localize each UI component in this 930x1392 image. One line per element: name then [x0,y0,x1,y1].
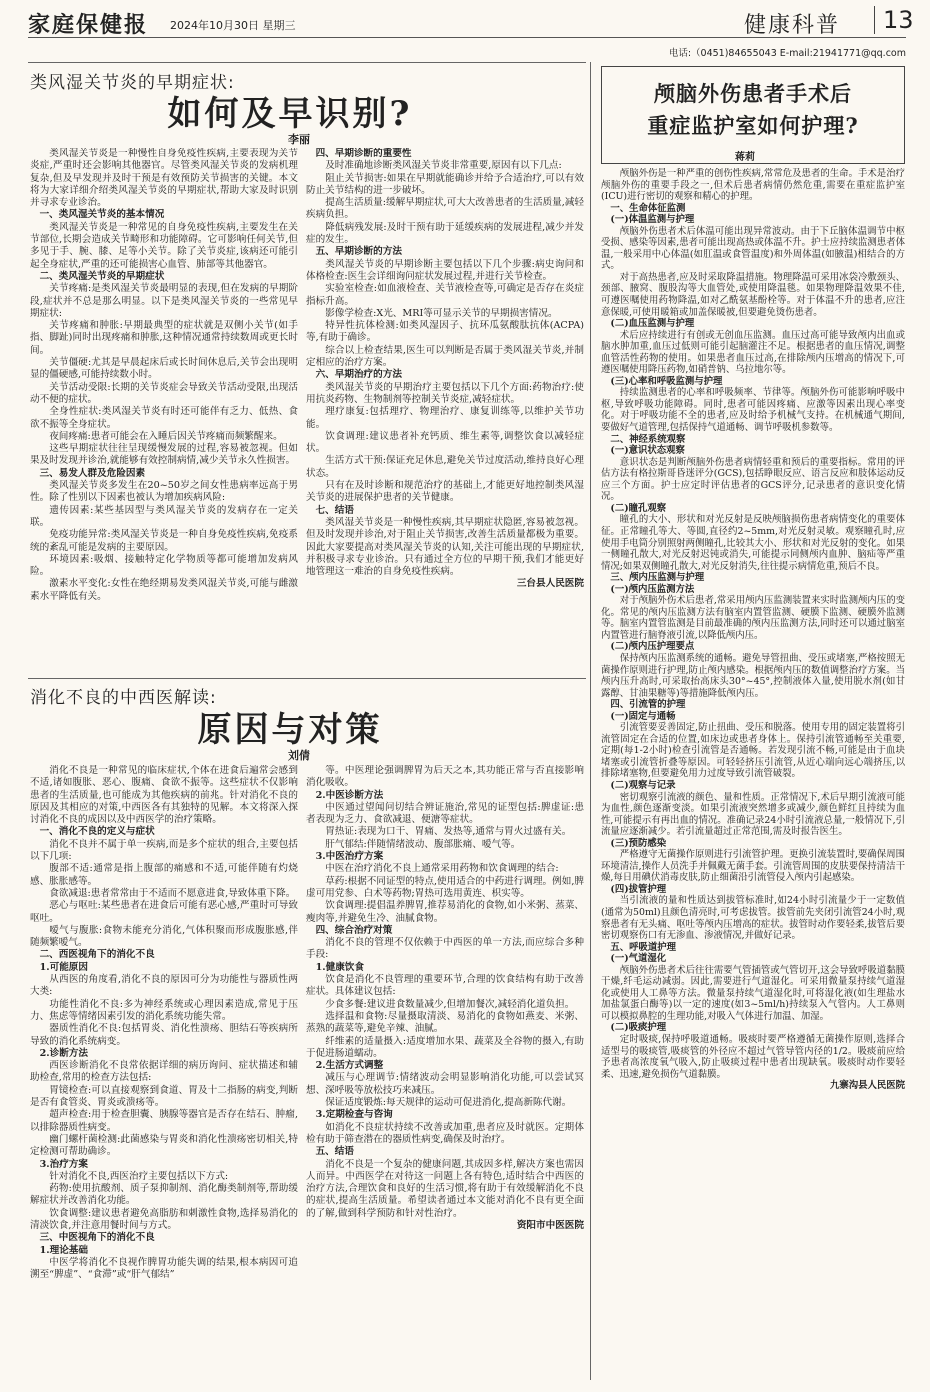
author-affiliation: 九寨沟县人民医院 [829,1080,905,1092]
section-name: 健康科普 [744,13,841,38]
paragraph: 类风湿关节炎是一种慢性疾病,其早期症状隐匿,容易被忽视。但及时发现并诊治,对于阻止关节损害,改善生活质量都极为重要。因此大家要提高对类风湿关节炎的认知,关注可能出现的早期症状,并积极寻求专业诊治。只有通过全方位的早期干预,我们才能更好地管理这一难治的自身免疫性疾病。 [306,516,584,578]
paragraph: 保持颅内压监测系统的通畅。避免导管扭曲、受压或堵塞,严格按照无菌操作原则进行护理,防止颅内感染。根据颅内压的数值调整治疗方案。当颅内压升高时,可采取抬高床头30°~45°,控制液体入量,使用脱水剂(如甘露醇、甘油果糖等)等措施降低颅内压。 [601,652,905,699]
section-heading: 六、早期治疗的方法 [315,369,402,381]
section-heading: 四、早期诊断的重要性 [315,148,412,159]
article2-column-right [306,765,584,1383]
section-heading: 三、颅内压监测与护理 [610,572,705,584]
paragraph: 全身性症状:类风湿关节炎有时还可能伴有乏力、低热、食欲不振等全身症状。 [30,406,298,430]
masthead: 家庭保健报 [28,12,149,38]
paragraph: 幽门螺杆菌检测:此菌感染与胃炎和消化性溃疡密切相关,特定检测可帮助确诊。 [30,1133,298,1158]
paragraph: 引流管要妥善固定,防止扭曲、受压和脱落。使用专用的固定装置将引流管固定在合适的位置,如床边或患者身体上。保持引流管通畅至关重要,定期(每1-2小时)检查引流管是否通畅。若发现引流不畅,可能是由于血块堵塞或引流管折叠等原因。可轻轻挤压引流管,从近心端向远心端挤压,以排除堵塞物,但要避免用力过度导致引流管破裂。 [601,722,905,780]
paragraph: 胃镜检查:可以直接观察到食道、胃及十二指肠的病变,判断是否有食管炎、胃炎或溃疡等。 [30,1084,298,1109]
paragraph: 环境因素:吸烟、接触特定化学物质等都可能增加发病风险。 [30,553,298,578]
paragraph: 颅脑外伤患者术后体温可能出现异常波动。由于下丘脑体温调节中枢受损、感染等因素,患者可能出现高热或体温不升。护士应持续监测患者体温,一般采用中心体温(如肛温或食管温度)和外周体温(如腋温)相结合的方式。 [601,225,905,272]
article3-body [601,168,905,1383]
paragraph: 激素水平变化:女性在绝经期易发类风湿关节炎,可能与雌激素水平降低有关。 [30,578,298,602]
subsection-heading: 1.可能原因 [39,961,88,973]
subsection-heading: 3.中医治疗方案 [315,851,384,863]
subsection-heading: (二)瞳孔观察 [610,502,667,514]
section-heading: 一、类风湿关节炎的基本情况 [39,209,165,221]
section-heading: 二、神经系统观察 [610,433,686,445]
paragraph: 针对消化不良,西医治疗主要包括以下方式: [49,1170,229,1182]
paragraph: 饮食调整:建议患者避免高脂肪和刺激性食物,选择易消化的清淡饮食,并注意用餐时间与方式。 [30,1207,298,1231]
subsection-heading: (一)体温监测与护理 [610,214,695,226]
paragraph: 从西医的角度看,消化不良的原因可分为功能性与器质性两大类: [30,974,298,998]
section-heading: 四、综合治疗对策 [315,924,393,936]
subsection-heading: 3.定期检查与咨询 [315,1109,393,1121]
paragraph: 消化不良是一个复杂的健康问题,其成因多样,解决方案也需因人而异。中西医学在对待这一问题上各有特色,适时结合中西医的治疗方法,合理饮食和良好的生活习惯,将有助于有效缓解消化不良的症状,提高生活质量。希望读者通过本文能对消化不良有更全面的了解,做到科学预防和针对性治疗。 [306,1158,584,1219]
paragraph: 类风湿关节炎是一种慢性自身免疫性疾病,主要表现为关节炎症,严重时还会影响其他器官。尽管类风湿关节炎的发病机理复杂,但及早发现并及时干预是有效预防关节损害的关键。本文将为大家详细介绍类风湿关节炎的早期症状,帮助大家及时识别并寻求专业诊治。 [30,148,298,209]
subsection-heading: (二)吸痰护理 [610,1022,667,1034]
paragraph: 阻止关节损害:如果在早期就能确诊并给予合适治疗,可以有效防止关节结构的进一步破坏。 [306,172,584,196]
article2-kicker: 消化不良的中西医解读: [30,688,217,708]
paragraph: 颅脑外伤是一种严重的创伤性疾病,常常危及患者的生命。手术是治疗颅脑外伤的重要手段之一,但术后患者病情仍然危重,需要在重症监护室(ICU)进行密切的观察和精心的护理。 [601,168,905,203]
article3-author: 蒋莉 [735,152,755,163]
paragraph: 对于颅脑外伤术后患者,常采用颅内压监测装置来实时监测颅内压的变化。常见的颅内压监测方法有脑室内置管监测、硬膜下监测、硬膜外监测等。脑室内置管监测是目前最准确的颅内压监测方法,同时还可以通过脑室内置管进行脑脊液引流,以降低颅内压。 [601,595,905,641]
paragraph: 消化不良的管理不仅依赖于中西医的单一方法,而应综合多种手段: [306,937,584,961]
weekday-text: 星期三 [262,19,296,32]
paragraph: 西医诊断消化不良常依据详细的病历询问、症状描述和辅助检查,常用的检查方法包括: [30,1060,298,1084]
article3-title [601,78,905,142]
article1-author: 李丽 [288,133,310,146]
paragraph: 这些早期症状往往呈现缓慢发展的过程,容易被忽视。但如果及时发现并诊治,就能够有效控制病情,减少关节永久性损害。 [30,443,298,467]
paragraph: 颅脑外伤患者术后往往需要气管插管或气管切开,这会导致呼吸道黏膜干燥,纤毛运动减弱。因此,需要进行气道湿化。可采用微量泵持续气道湿化或使用人工鼻等方法。微量泵持续气道湿化时,可将湿化液(如生理盐水加盐氯蛋白酶等)以一定的速度(如3~5ml/h)持续泵入气管内。人工鼻则可以模拟鼻腔的生理功能,对吸入气体进行加温、加湿。 [601,964,905,1022]
section-heading: 二、类风湿关节炎的早期症状 [39,270,165,282]
paragraph: 严格遵守无菌操作原则进行引流管护理。更换引流装置时,要确保周围环境清洁,操作人员洗手并佩戴无菌手套。引流管周围的皮肤要保持清洁干燥,每日用碘伏消毒皮肤,防止细菌沿引流管侵入颅内引起感染。 [601,849,905,884]
paragraph: 消化不良是一种常见的临床症状,个体在进食后遍常会感到不适,诸如腹胀、恶心、腹痛、食欲不振等。这些症状不仅影响患者的生活质量,也可能成为其他疾病的前兆。针对消化不良的原因及其相应的对策,中西医各有其独特的见解。本文将深入探讨消化不良的成因以及中西医学的治疗策略。 [30,765,298,826]
paragraph: 类风湿关节炎的早期治疗主要包括以下几个方面:药物治疗:使用抗炎药物、生物制剂等控制关节炎症,减轻症状。 [306,381,584,405]
date-text: 2024年10月30日 [170,19,259,32]
page-number: 13 [874,6,914,34]
section-heading: 四、引流管的护理 [610,699,686,711]
subsection-heading: (二)观察与记录 [610,779,676,791]
paragraph: 关节僵硬:尤其是早晨起床后或长时间休息后,关节会出现明显的僵硬感,可能持续数小时。 [30,357,298,381]
page-header [28,6,914,38]
section-heading: 二、西医视角下的消化不良 [39,949,155,961]
column-divider [590,62,591,1380]
paragraph: 腹部不适:通常是指上腹部的痛感和不适,可能伴随有灼烧感、胀胀感等。 [30,863,298,887]
rule-top-left [28,62,586,63]
paragraph: 减压与心理调节:情绪波动会明显影响消化功能,可以尝试冥想、深呼吸等放松技巧来减压。 [306,1072,584,1096]
subsection-heading: 1.健康饮食 [315,961,364,973]
author-affiliation: 资阳市中医医院 [516,1219,584,1231]
article1-column-right [306,148,584,673]
paragraph: 当引流液的量和性质达到拔管标准时,如24小时引流量少于一定数值(通常为50ml)且颜色清亮时,可考虑拔管。拔管前先夹闭引流管24小时,观察患者有无头痛、呕吐等颅内压增高的症状。拔管时动作要轻柔,拔管后要密切观察伤口有无渗血、渗液情况,并做好记录。 [601,895,905,942]
subsection-heading: (四)拔管护理 [610,883,667,895]
paragraph: 密切观察引流液的颜色、量和性质。正常情况下,术后早期引流液可能为血性,颜色逐渐变淡。如果引流液突然增多或减少,颜色鲜红且持续为血性,可能提示有再出血的情况。准确记录24小时引流液总量,一般情况下,引流量应逐渐减少。若引流量超过正常范围,需及时报告医生。 [601,791,905,838]
paragraph: 饮食调理:提倡温养脾胃,推荐易消化的食物,如小米粥、蒸菜、瘦肉等,并避免生冷、油腻食物。 [306,900,584,924]
paragraph: 嗳气与腹胀:食物未能充分消化,气体积聚而形成腹胀感,伴随频繁嗳气。 [30,924,298,949]
paragraph: 瞳孔的大小、形状和对光反射是反映颅脑损伤患者病情变化的重要体征。正常瞳孔等大、等圆,直径约2~5mm,对光反射灵敏。观察瞳孔时,应使用手电筒分别照射两侧瞳孔,比较其大小、形状和对光反射的变化。如果一侧瞳孔散大,对光反射迟钝或消失,可能提示同侧颅内血肿、脑疝等严重情况;如果双侧瞳孔散大,对光反射消失,往往提示病情危重,预后不良。 [601,514,905,572]
subsection-heading: 3.治疗方案 [39,1158,88,1170]
paragraph: 定时吸痰,保持呼吸道通畅。吸痰时要严格遵循无菌操作原则,选择合适型号的吸痰管,吸痰管的外径应不超过气管导管内径的1/2。吸痰前应给予患者高浓度氧气吸入,防止吸痰过程中患者出现缺氧。吸痰时动作要轻柔、迅速,避免损伤气道黏膜。 [601,1034,905,1080]
paragraph: 类风湿关节炎的早期诊断主要包括以下几个步骤:病史询问和体格检查:医生会详细询问症状发展过程,并进行关节检查。 [306,258,584,282]
paragraph: 特异性抗体检测:如类风湿因子、抗环瓜氨酸肽抗体(ACPA)等,有助于确诊。 [306,320,584,344]
paragraph: 意识状态是判断颅脑外伤患者病情轻重和预后的重要指标。常用的评估方法有格拉斯哥昏迷评分(GCS),包括睁眼反应、语言反应和肢体运动反应三个方面。护士应定时评估患者的GCS评分,记录患者的意识变化情况。 [601,456,905,503]
subsection-heading: 2.中医诊断方法 [315,789,384,801]
subsection-heading: (二)颅内压护理要点 [610,641,695,653]
paragraph: 影像学检查:X光、MRI等可显示关节的早期损害情况。 [325,307,558,319]
paragraph: 关节疼痛:是类风湿关节炎最明显的表现,但在发病的早期阶段,症状并不总是那么明显。以下是类风湿关节炎的一些常见早期症状: [30,283,298,319]
paragraph: 食欲减退:患者常常由于不适而不愿意进食,导致体重下降。 [49,887,296,899]
section-heading: 七、结语 [315,504,354,516]
paragraph: 功能性消化不良:多为神经系统或心理因素造成,常见于压力、焦虑等情绪因素引发的消化系统功能失常。 [30,998,298,1022]
paragraph: 及时准确地诊断类风湿关节炎非常重要,原因有以下几点: [325,160,562,172]
subsection-heading: (三)预防感染 [610,837,667,849]
paragraph: 理疗康复:包括理疗、物理治疗、康复训练等,以维护关节功能。 [306,406,584,430]
rule-mid-left [28,678,586,679]
paragraph: 超声检查:用于检查胆囊、胰腺等器官是否存在结石、肿瘤,以排除器质性病变。 [30,1109,298,1133]
section-heading: 一、消化不良的定义与症状 [39,826,155,838]
paragraph: 关节活动受限:长期的关节炎症会导致关节活动受限,出现活动不便的症状。 [30,381,298,405]
section-heading: 三、易发人群及危险因素 [39,467,146,479]
contact-info: 电话:（0451)84655043 E-mail:21941771@qq.com [668,48,906,59]
paragraph: 类风湿关节炎多发生在20~50岁之间女性患病率远高于男性。除了性别以下因素也被认为增加疾病风险: [30,480,298,504]
subsection-heading: 2.生活方式调整 [315,1060,384,1072]
paragraph: 保证适度锻炼:每天规律的运动可促进消化,提高新陈代谢。 [325,1097,572,1109]
paragraph: 遗传因素:某些基因型与类风湿关节炎的发病存在一定关联。 [30,504,298,528]
paragraph: 消化不良并不属于单一疾病,而是多个症状的组合,主要包括以下几项: [30,838,298,863]
paragraph: 恶心与呕吐:某些患者在进食后可能有恶心感,严重时可导致呕吐。 [30,900,298,924]
paragraph: 草药:根据不同证型的特点,使用适合的中药进行调理。例如,脾虚可用党参、白术等药物;胃热可选用黄连、枳实等。 [306,875,584,899]
paragraph: 饮食调理:建议患者补充钙质、维生素等,调整饮食以减轻症状。 [306,430,584,455]
paragraph: 胃热证:表现为口干、胃痛、发热等,通常与胃火过盛有关。 [325,826,572,838]
paragraph: 降低病残发展:及时干预有助于延缓疾病的发展进程,减少并发症的发生。 [306,221,584,246]
paragraph: 选择温和食物:尽量摄取清淡、易消化的食物如燕麦、米粥、蒸熟的蔬菜等,避免辛辣、油腻。 [306,1010,584,1035]
paragraph: 中医在治疗消化不良上通常采用药物和饮食调理的结合: [325,863,559,875]
subsection-heading: 2.诊断方法 [39,1047,88,1059]
paragraph: 肝气郁结:伴随情绪波动、腹部胀痛、嗳气等。 [325,838,521,850]
paragraph: 持续监测患者的心率和呼吸频率、节律等。颅脑外伤可能影响呼吸中枢,导致呼吸功能障碍。同时,患者可能因疼痛、应激等因素出现心率变化。对于呼吸功能不全的患者,应及时给予机械气支持。在机械通气期间,要做好气道管理,包括保持气道通畅、调节呼吸机参数等。 [601,387,905,434]
article2-title: 原因与对策 [197,710,383,750]
subsection-heading: (一)意识状态观察 [610,445,685,457]
issue-date [170,17,296,33]
paragraph: 夜间疼痛:患者可能会在入睡后因关节疼痛而频繁醒来。 [49,430,283,442]
article1-title: 如何及早识别? [167,94,413,134]
subsection-heading: 1.理论基础 [39,1244,88,1256]
author-affiliation: 三台县人民医院 [516,578,584,590]
paragraph: 等。中医理论强调脾胃为后天之本,其功能正常与否直接影响消化吸收。 [306,765,584,789]
paragraph: 综合以上检查结果,医生可以判断是否属于类风湿关节炎,并制定相应的治疗方案。 [306,344,584,369]
paragraph: 对于高热患者,应及时采取降温措施。物理降温可采用冰袋冷敷颈头、颈部、腋窝、腹股沟等大血管处,或使用降温毯。如果物理降温效果不佳,可遵医嘱使用药物降温,如对乙酰氨基酚栓等。对于体温不升的患者,应注意保暖,可使用暖箱或加盖保暖被,但要避免烫伤患者。 [601,271,905,318]
paragraph: 少食多餐:建议进食数量减少,但增加餐次,减轻消化道负担。 [325,998,575,1010]
subsection-heading: (一)固定与通畅 [610,710,676,722]
article3-title-line1: 颅脑外伤患者手术后 [654,81,852,106]
article2-author: 刘倩 [288,749,310,762]
section-heading: 五、早期诊断的方法 [315,246,402,258]
subsection-heading: (二)血压监测与护理 [610,318,695,330]
paragraph: 类风湿关节炎是一种常见的自身免疫性疾病,主要发生在关节部位,长期会造成关节畸形和功能障碍。它可影响任何关节,但多见于手、腕、膝、足等小关节。除了关节炎症,该病还可能引起全身症状,严重的还可能损害心血管、肺部等其他器官。 [30,221,298,270]
paragraph: 生活方式干预:保证充足休息,避免关节过度活动,维持良好心理状态。 [306,455,584,479]
subsection-heading: (三)心率和呼吸监测与护理 [610,375,723,387]
paragraph: 实验室检查:如血液检查、关节液检查等,可确定是否存在炎症指标升高。 [306,283,584,307]
paragraph: 免疫功能异常:类风湿关节炎是一种自身免疫性疾病,免疫系统的紊乱可能是发病的主要原因。 [30,529,298,553]
article1-column-left [30,148,298,673]
paragraph: 器质性消化不良:包括胃炎、消化性溃疡、胆结石等疾病所导致的消化系统病变。 [30,1023,298,1047]
paragraph: 关节疼痛和肿胀:早期最典型的症状就是双侧小关节(如手指、脚趾)同时出现疼痛和肿胀,这种情况通常持续数周或更长时间。 [30,320,298,356]
paragraph: 中医学将消化不良视作脾胃功能失调的结果,根本病因可追溯至“脾虚”、“食滞”或“肝气郁结” [30,1256,298,1281]
paragraph: 提高生活质量:缓解早期症状,可大大改善患者的生活质量,减轻疾病负担。 [306,197,584,221]
article1-kicker: 类风湿关节炎的早期症状: [30,73,235,93]
paragraph: 纤维素的适量摄入:适度增加水果、蔬菜及全谷物的摄入,有助于促进肠道蠕动。 [306,1035,584,1059]
section-heading: 五、呼吸道护理 [610,941,677,953]
paragraph: 中医通过望闻问切结合辨证施治,常见的证型包括:脾虚证:患者表现为乏力、食欲减退、便溏等症状。 [306,801,584,826]
article2-column-left [30,765,298,1383]
subsection-heading: (一)颅内压监测方法 [610,583,695,595]
paragraph: 如消化不良症状持续不改善或加重,患者应及时就医。定期体检有助于筛查潜在的器质性病变,确保及时治疗。 [306,1121,584,1145]
paragraph: 术后应持续进行有创或无创血压监测。血压过高可能导致颅内出血或脑水肿加重,血压过低则可能引起脑灌注不足。根据患者的血压情况,调整血管活性药物的使用。如果患者血压过高,在排除颅内压增高的情况下,可遵医嘱使用降压药物,如硝普钠、乌拉地尔等。 [601,329,905,376]
section-heading: 五、结语 [315,1146,354,1158]
article3-title-line2: 重症监护室如何护理? [647,113,859,138]
paragraph: 只有在及时诊断和规范治疗的基础上,才能更好地控制类风湿关节炎的进展保护患者的关节健康。 [306,480,584,504]
paragraph: 饮食是消化不良管理的重要环节,合理的饮食结构有助于改善症状。具体建议包括: [306,974,584,998]
section-heading: 三、中医视角下的消化不良 [39,1232,155,1244]
subsection-heading: (一)气道湿化 [610,953,667,965]
paragraph: 药物:使用抗酸剂、质子泵抑制剂、消化酶类制剂等,帮助缓解症状并改善消化功能。 [30,1183,298,1207]
section-heading: 一、生命体征监测 [610,202,686,214]
